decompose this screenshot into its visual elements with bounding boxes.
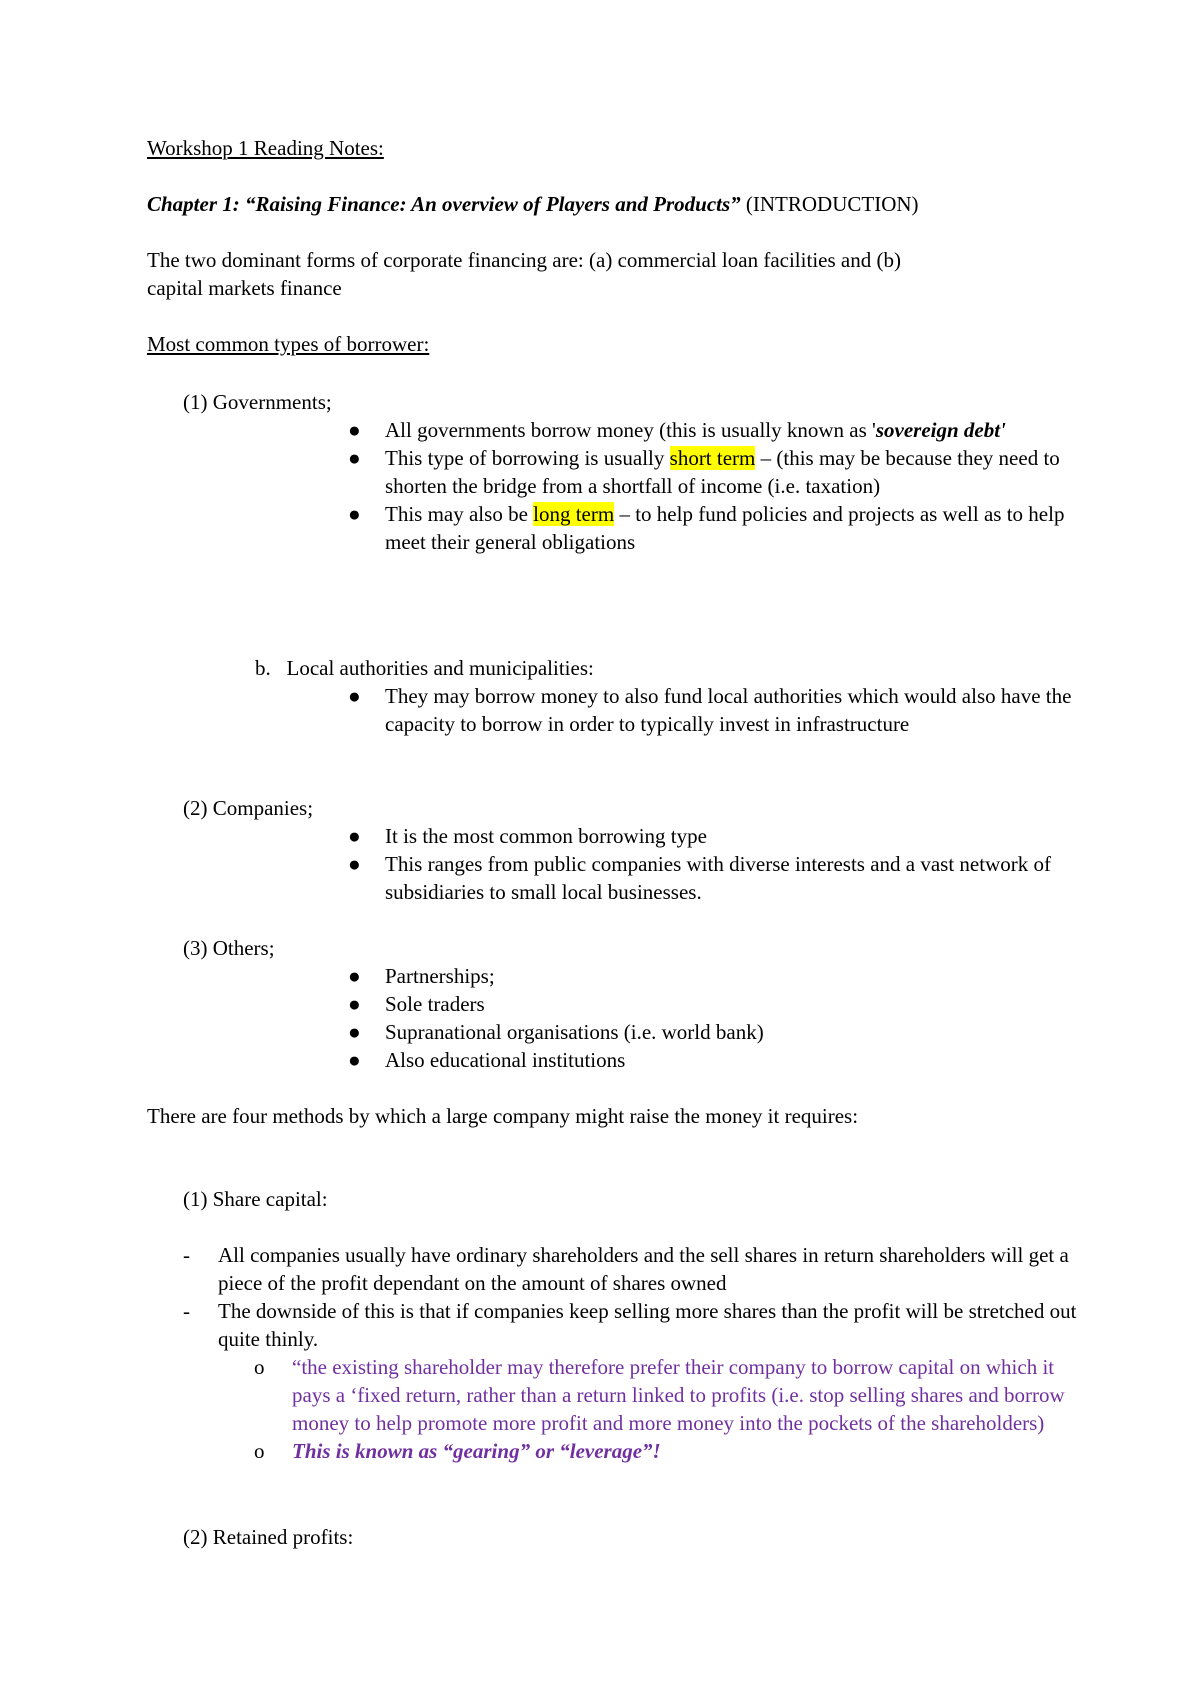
companies-label: (2) Companies; bbox=[183, 796, 314, 820]
list-item: ● They may borrow money to also fund local authorities which would also have the capacity to borrow in order to typically invest in infrastructure bbox=[348, 684, 1072, 736]
list-item: ● This may also be long term – to help fund policies and projects as well as to help meet their general obligations bbox=[348, 502, 1065, 554]
intro-line-2: capital markets finance bbox=[147, 276, 342, 300]
intro-paragraph bbox=[147, 246, 1067, 302]
list-item: ● All governments borrow money (this is usually known as 'sovereign debt' bbox=[348, 418, 1006, 442]
bullet-icon: ● bbox=[348, 446, 361, 470]
list-item: ● Supranational organisations (i.e. world bank) bbox=[348, 1020, 764, 1044]
share-capital-points bbox=[183, 1241, 1078, 1353]
bullet-icon: ● bbox=[348, 992, 361, 1016]
others-bullets bbox=[348, 962, 1085, 1074]
retained-profits-label: (2) Retained profits: bbox=[183, 1525, 354, 1549]
list-item: - All companies usually have ordinary shareholders and the sell shares in return shareholders will get a piece of the profit dependant on the amount of shares owned bbox=[183, 1243, 1069, 1295]
bullet-icon: ● bbox=[348, 418, 361, 442]
share-capital-label: (1) Share capital: bbox=[183, 1187, 328, 1211]
list-item: ● Partnerships; bbox=[348, 964, 495, 988]
methods-intro: There are four methods by which a large company might raise the money it requires: bbox=[147, 1104, 859, 1128]
list-item: ● It is the most common borrowing type bbox=[348, 824, 707, 848]
bullet-icon: ● bbox=[348, 684, 361, 708]
sovereign-debt-term: sovereign debt' bbox=[875, 418, 1006, 442]
chapter-title: Chapter 1: “Raising Finance: An overview of Players and Products” bbox=[147, 192, 741, 216]
list-item: - The downside of this is that if companies keep selling more shares than the profit will be stretched out quite thinly. bbox=[183, 1299, 1077, 1351]
local-authorities-label: b. Local authorities and municipalities: bbox=[255, 656, 594, 680]
list-item: ● This ranges from public companies with diverse interests and a vast network of subsidiaries to small local businesses. bbox=[348, 852, 1051, 904]
bullet-icon: ● bbox=[348, 852, 361, 876]
short-term-highlight: short term bbox=[669, 446, 756, 470]
circle-marker: o bbox=[254, 1439, 265, 1463]
long-term-highlight: long term bbox=[533, 502, 615, 526]
share-capital-subpoints bbox=[254, 1353, 1072, 1465]
dash-marker: - bbox=[183, 1299, 190, 1323]
gearing-definition: This is known as “gearing” or “leverage”! bbox=[292, 1439, 661, 1463]
list-item: ● Also educational institutions bbox=[348, 1048, 626, 1072]
dash-marker: - bbox=[183, 1243, 190, 1267]
intro-line-1: The two dominant forms of corporate financing are: (a) commercial loan facilities and (b) bbox=[147, 248, 901, 272]
gearing-quote: “the existing shareholder may therefore prefer their company to borrow capital on which it pays a ‘fixed return, rather than a return linked to profits (i.e. stop selling shares and borrow money to help promote more profit and more money into the pockets of the shareholders) bbox=[292, 1355, 1065, 1435]
bullet-icon: ● bbox=[348, 1020, 361, 1044]
governments-label: (1) Governments; bbox=[183, 390, 332, 414]
local-authorities-bullets bbox=[348, 682, 1085, 738]
bullet-icon: ● bbox=[348, 964, 361, 988]
bullet-icon: ● bbox=[348, 824, 361, 848]
list-item bbox=[254, 1437, 1072, 1465]
chapter-suffix: (INTRODUCTION) bbox=[740, 192, 919, 216]
bullet-icon: ● bbox=[348, 502, 361, 526]
list-item bbox=[254, 1353, 1072, 1437]
chapter-heading bbox=[147, 190, 1067, 218]
page-title: Workshop 1 Reading Notes: bbox=[147, 136, 384, 160]
bullet-icon: ● bbox=[348, 1048, 361, 1072]
borrowers-heading: Most common types of borrower: bbox=[147, 332, 430, 356]
list-item: ● Sole traders bbox=[348, 992, 485, 1016]
others-label: (3) Others; bbox=[183, 936, 275, 960]
circle-marker: o bbox=[254, 1355, 265, 1379]
list-item: ● This type of borrowing is usually short term – (this may be because they need to shorten the bridge from a shortfall of income (i.e. taxation) bbox=[348, 446, 1060, 498]
governments-bullets bbox=[348, 416, 1085, 556]
companies-bullets bbox=[348, 822, 1085, 906]
